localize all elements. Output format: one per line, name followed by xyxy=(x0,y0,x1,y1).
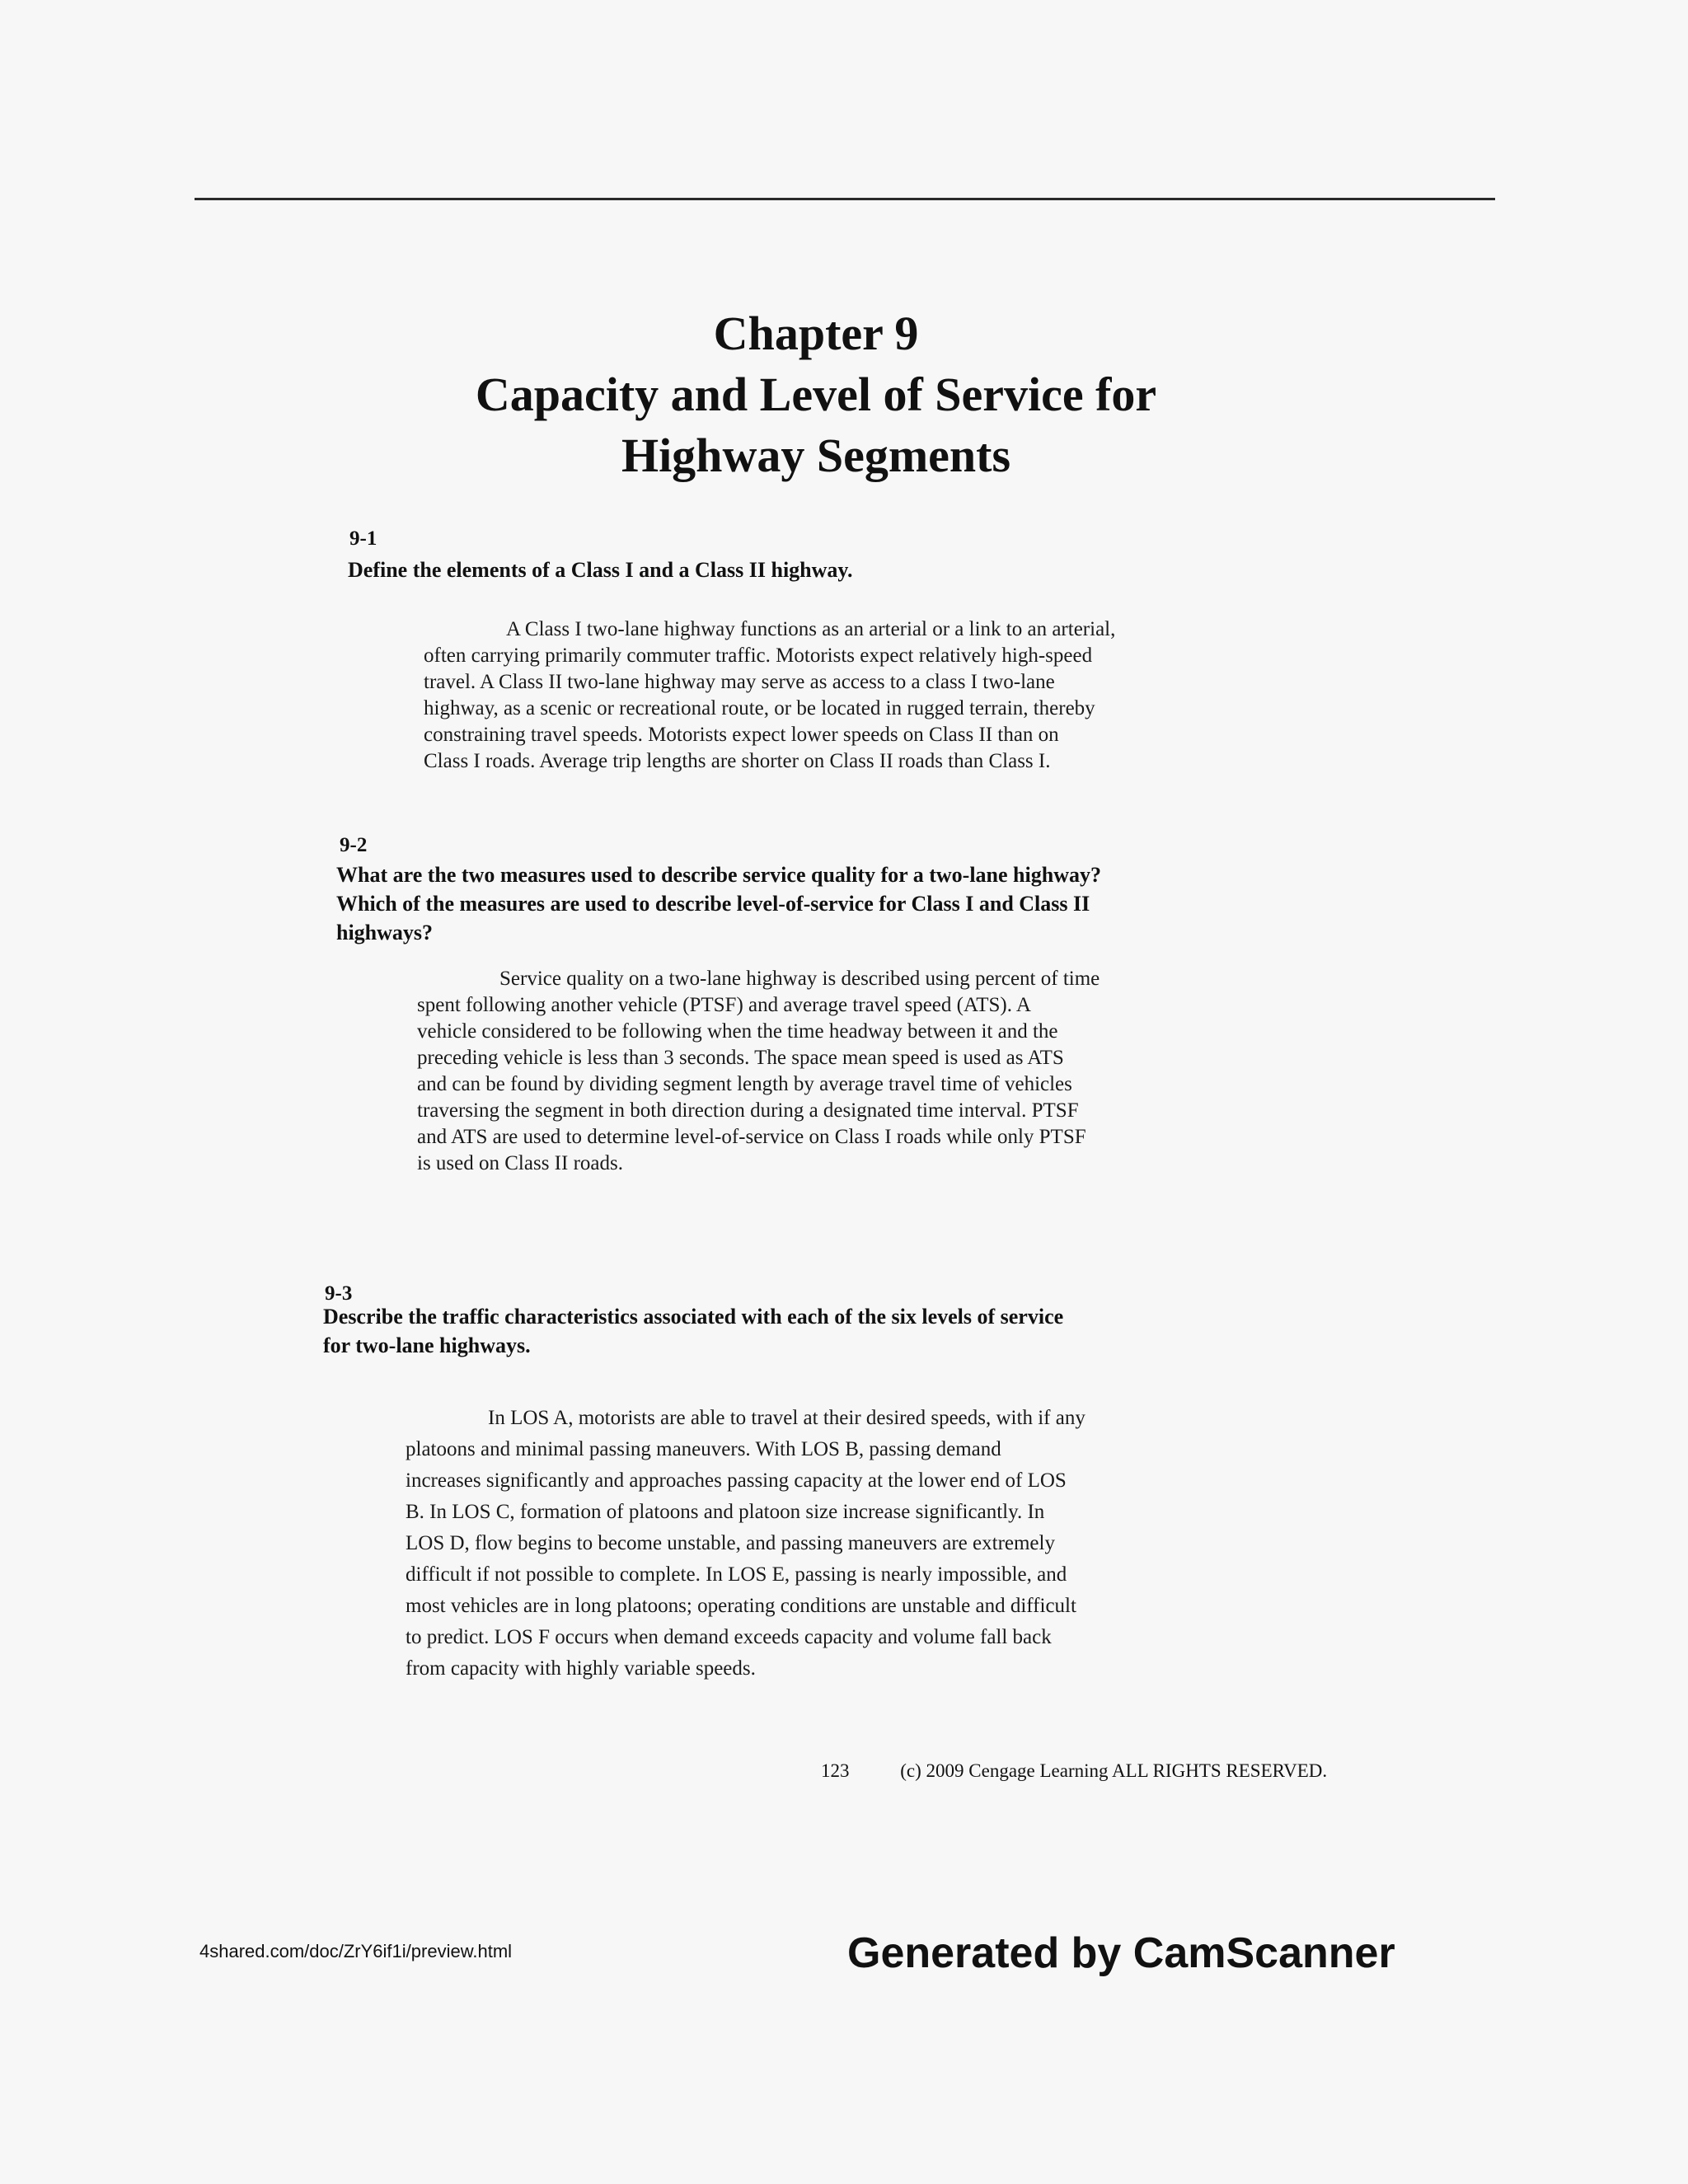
answer-line: to predict. LOS F occurs when demand exceeds capacity and volume fall back xyxy=(406,1626,1052,1648)
answer-line: LOS D, flow begins to become unstable, and passing maneuvers are extremely xyxy=(406,1532,1055,1554)
answer-line: preceding vehicle is less than 3 seconds. The space mean speed is used as ATS xyxy=(417,1047,1064,1069)
answer-line: B. In LOS C, formation of platoons and platoon size increase significantly. In xyxy=(406,1501,1045,1523)
question-line: highways? xyxy=(336,921,434,944)
answer-line: In LOS A, motorists are able to travel at their desired speeds, with if any xyxy=(488,1407,1085,1429)
answer-line: is used on Class II roads. xyxy=(417,1152,623,1174)
answer-line: traversing the segment in both direction during a designated time interval. PTSF xyxy=(417,1099,1079,1122)
answer-line: platoons and minimal passing maneuvers. With LOS B, passing demand xyxy=(406,1438,1001,1460)
top-rule xyxy=(195,198,1495,200)
answer-line: from capacity with highly variable speeds. xyxy=(406,1657,756,1680)
question-text xyxy=(323,1302,1063,1360)
answer-line: most vehicles are in long platoons; operating conditions are unstable and difficult xyxy=(406,1595,1076,1617)
question-line: Which of the measures are used to describe level-of-service for Class I and Class II xyxy=(336,892,1090,916)
answer-line: often carrying primarily commuter traffic. Motorists expect relatively high-speed xyxy=(424,644,1093,667)
chapter-title xyxy=(330,303,1302,486)
question-text xyxy=(336,860,1101,947)
question-line: for two-lane highways. xyxy=(323,1333,531,1357)
answer-line: increases significantly and approaches passing capacity at the lower end of LOS xyxy=(406,1469,1067,1492)
question-number: 9-3 xyxy=(325,1282,353,1305)
camscanner-watermark: Generated by CamScanner xyxy=(847,1929,1395,1977)
copyright-notice: (c) 2009 Cengage Learning ALL RIGHTS RESERVED. xyxy=(900,1760,1328,1781)
question-line: Describe the traffic characteristics associated with each of the six levels of service xyxy=(323,1305,1064,1329)
question-number: 9-2 xyxy=(340,834,368,856)
answer-line: spent following another vehicle (PTSF) and average travel speed (ATS). A xyxy=(417,994,1031,1016)
chapter-title-line-2: Highway Segments xyxy=(621,429,1011,482)
question-number: 9-1 xyxy=(349,527,377,550)
answer-line: vehicle considered to be following when the time headway between it and the xyxy=(417,1020,1058,1043)
answer-line: constraining travel speeds. Motorists expect lower speeds on Class II than on xyxy=(424,724,1059,746)
source-url: 4shared.com/doc/ZrY6if1i/preview.html xyxy=(199,1941,513,1961)
answer-line: Service quality on a two-lane highway is described using percent of time xyxy=(499,968,1100,990)
answer-text xyxy=(424,616,1115,775)
answer-line: travel. A Class II two-lane highway may serve as access to a class I two-lane xyxy=(424,671,1055,693)
page-footer xyxy=(821,1760,1327,1782)
answer-text xyxy=(406,1403,1085,1685)
chapter-number: Chapter 9 xyxy=(713,307,919,360)
page-number: 123 xyxy=(821,1760,850,1781)
answer-line: highway, as a scenic or recreational route, or be located in rugged terrain, thereby xyxy=(424,697,1095,719)
answer-line: A Class I two-lane highway functions as an arterial or a link to an arterial, xyxy=(506,618,1116,640)
question-text xyxy=(348,555,853,584)
answer-line: Class I roads. Average trip lengths are shorter on Class II roads than Class I. xyxy=(424,750,1051,772)
question-line: Define the elements of a Class I and a Class II highway. xyxy=(348,558,853,582)
answer-text xyxy=(417,966,1100,1177)
answer-line: and ATS are used to determine level-of-service on Class I roads while only PTSF xyxy=(417,1126,1086,1148)
question-line: What are the two measures used to describe service quality for a two-lane highway? xyxy=(336,863,1101,887)
chapter-title-line-1: Capacity and Level of Service for xyxy=(475,368,1157,421)
answer-line: difficult if not possible to complete. In LOS E, passing is nearly impossible, and xyxy=(406,1563,1067,1586)
answer-line: and can be found by dividing segment length by average travel time of vehicles xyxy=(417,1073,1072,1095)
